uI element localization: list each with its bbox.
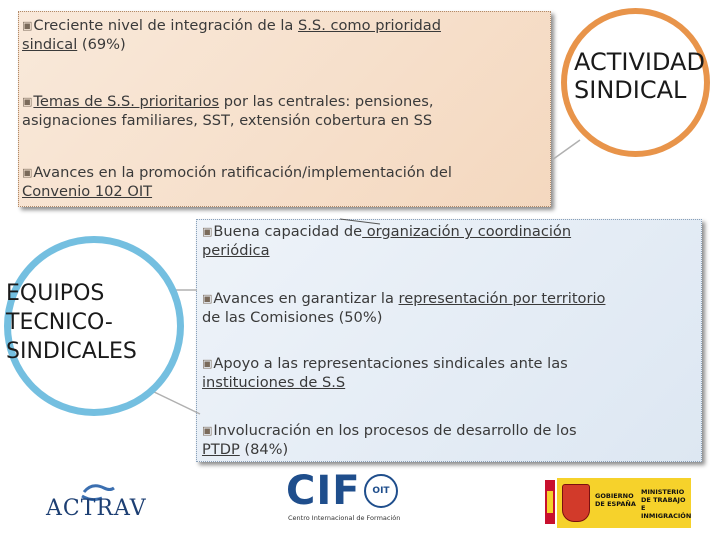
cif-subtitle: Centro Internacional de Formación [288, 514, 401, 522]
bullet-icon: ▣ [202, 424, 213, 437]
actrav-text: ACTRAV [46, 496, 147, 521]
bullet-icon: ▣ [22, 95, 33, 108]
cif-text: CIF [286, 468, 361, 514]
teams-bullet-1: ▣Buena capacidad de organización y coordinación periódica [202, 223, 572, 259]
activity-bullet-3: ▣Avances en la promoción ratificación/implementación del Convenio 102 OIT [22, 164, 452, 200]
actrav-logo [44, 478, 150, 524]
teams-title: EQUIPOS TECNICO- SINDICALES [6, 281, 137, 364]
oit-globe-icon: OIT [364, 474, 398, 508]
bullet-icon: ▣ [22, 19, 33, 32]
cif-logo [284, 470, 424, 530]
activity-bullet-1: ▣Creciente nivel de integración de la S.S. como prioridad sindical (69%) [22, 17, 441, 53]
bullet-icon: ▣ [22, 166, 33, 179]
teams-bullet-4: ▣Involucración en los procesos de desarrollo de los PTDP (84%) [202, 422, 577, 458]
ministry-label: MINISTERIO DE TRABAJO E INMIGRACIÓN [641, 488, 692, 520]
bullet-icon: ▣ [202, 357, 213, 370]
activity-bullet-2: ▣Temas de S.S. prioritarios por las centrales: pensiones, asignaciones familiares, SST, extensión cobertura en SS [22, 93, 434, 129]
activity-title: ACTIVIDAD SINDICAL [574, 48, 705, 104]
gobierno-logo [545, 478, 691, 528]
teams-bullet-2: ▣Avances en garantizar la representación por territorio de las Comisiones (50%) [202, 290, 606, 326]
bullet-icon: ▣ [202, 225, 213, 238]
gov-label: GOBIERNO DE ESPAÑA [595, 492, 636, 508]
teams-bullet-3: ▣Apoyo a las representaciones sindicales ante las instituciones de S.S [202, 355, 568, 391]
coat-of-arms-icon [562, 484, 590, 522]
bullet-icon: ▣ [202, 292, 213, 305]
